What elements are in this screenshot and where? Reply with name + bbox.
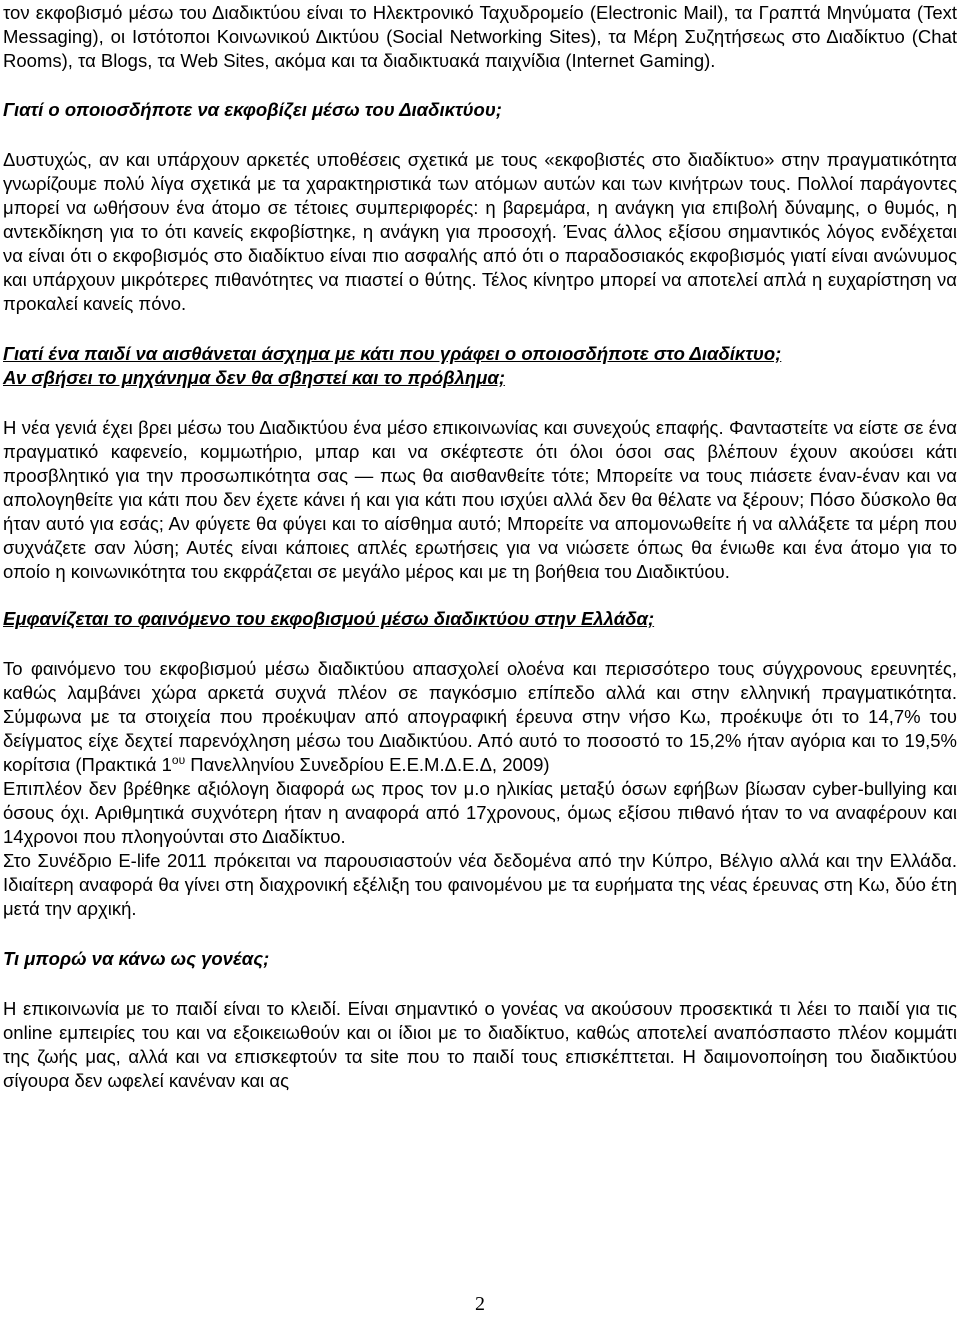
section-heading-child-feels-bad: Γιατί ένα παιδί να αισθάνεται άσχημα με κάτι που γράφει ο οποιοσδήποτε στο Διαδίκτυο;: [3, 343, 782, 364]
section-heading-parent: Τι μπορώ να κάνω ως γονέας;: [3, 948, 270, 969]
document-page: [3, 0, 957, 1093]
spacer: [3, 390, 957, 416]
section-heading-child-feels-bad-line2: Αν σβήσει το μηχάνημα δεν θα σβηστεί και το πρόβλημα;: [3, 367, 506, 388]
spacer: [3, 584, 957, 607]
section-body-child-feels-bad: Η νέα γενιά έχει βρει μέσω του Διαδικτύου ένα μέσο επικοινωνίας και συνεχούς επαφής. Φανταστείτε να είστε σε ένα πραγματικό καφενείο, κομμωτήριο, μπαρ και να σκέφτεστε ότι όλοι όσοι σας βλέπουν έχουν ακούσει κάτι προσβλητικό για την προσωπικότητα σας — πως θα αισθανθείτε τότε; Μπορείτε να τους πιάσετε έναν-έναν και να απολογηθείτε για κάτι που δεν έχετε κάνει ή και για κάτι που ισχύει αλλά δεν θα θέλατε να ξέρουν; Πόσο δύσκολο θα ήταν αυτό για εσάς; Αν φύγετε θα φύγει και το αίσθημα αυτό; Μπορείτε να απομονωθείτε ή να αλλάξετε τα μέρη που συχνάζετε σαν λύση; Αυτές είναι κάποιες απλές ερωτήσεις για να νιώσετε όπως θα ένιωθε και ένα άτομο για το οποίο η κοινωνικότητα του εκφράζεται σε μεγάλο μέρος και με τη βοήθεια του Διαδικτύου.: [3, 417, 957, 582]
spacer: [3, 631, 957, 657]
spacer: [3, 73, 957, 98]
spacer: [3, 316, 957, 342]
intro-paragraph: τον εκφοβισμό μέσω του Διαδικτύου είναι το Ηλεκτρονικό Ταχυδρομείο (Electronic Mail), τα Γραπτά Μηνύματα (Text Messaging), οι Ιστότοποι Κοινωνικού Δικτύου (Social Networking Sites), τα Μέρη Συζητήσεως στο Διαδίκτυο (Chat Rooms), τα Blogs, τα Web Sites, ακόμα και τα διαδικτυακά παιχνίδια (Internet Gaming).: [3, 2, 957, 71]
section-heading-greece: Εμφανίζεται το φαινόμενο του εκφοβισμού μέσω διαδικτύου στην Ελλάδα;: [3, 608, 655, 629]
spacer: [3, 122, 957, 148]
section-heading-why-bully: Γιατί ο οποιοσδήποτε να εκφοβίζει μέσω του Διαδικτύου;: [3, 99, 502, 120]
page-number: 2: [475, 1293, 485, 1315]
spacer: [3, 921, 957, 947]
spacer: [3, 971, 957, 997]
section-body-why-bully: Δυστυχώς, αν και υπάρχουν αρκετές υποθέσεις σχετικά με τους «εκφοβιστές στο διαδίκτυο» στην πραγματικότητα γνωρίζουμε πολύ λίγα σχετικά με τα χαρακτηριστικά των ατόμων αυτών και των κινήτρων τους. Πολλοί παράγοντες μπορεί να ωθήσουν ένα άτομο σε τέτοιες συμπεριφορές: η βαρεμάρα, η ανάγκη για επιβολή δύναμης, ο θυμός, η αντεκδίκηση για το ότι κανείς εκφοβίστηκε, η ανάγκη για προσοχή. Ένας άλλος εξίσου σημαντικός λόγος ενδέχεται να είναι ότι ο εκφοβισμός στο διαδίκτυο είναι πιο ασφαλής από ότι ο παραδοσιακός εκφοβισμός γιατί είναι ανώνυμος και υπάρχουν μικρότερες πιθανότητες να πιαστεί ο θύτης. Τέλος κίνητρο μπορεί να αποτελεί απλά η ευχαρίστηση να προκαλεί κανείς πόνο.: [3, 149, 957, 314]
section-body-greece-text: Το φαινόμενο του εκφοβισμού μέσω διαδικτύου απασχολεί ολοένα και περισσότερο τους σύγχρονους ερευνητές, καθώς λαμβάνει χώρα αρκετά συχνά πλέον σε παγκόσμιο επίπεδο αλλά και στην ελληνική πραγματικότητα. Σύμφωνα με τα στοιχεία που προέκυψαν από απογραφική έρευνα στην νήσο Κω, προέκυψε ότι το 14,7% του δείγματος είχε δεχτεί παρενόχληση μέσω του Διαδικτύου. Από αυτό το ποσοστό το 15,2% ήταν αγόρια και το 19,5% κορίτσια (Πρακτικά 1: [3, 658, 957, 775]
ordinal-superscript: ου: [171, 753, 186, 767]
section-body-greece: [3, 657, 957, 777]
section-body-greece-citation: Πανελληνίου Συνεδρίου Ε.Ε.Μ.Δ.Ε.Δ, 2009): [185, 754, 550, 775]
section-body-parent: Η επικοινωνία με το παιδί είναι το κλειδί. Είναι σημαντικό ο γονέας να ακούσουν προσεκτικά τι λέει το παιδί για τις online εμπειρίες του και να εξοικειωθούν και οι ίδιοι με το διαδίκτυο, καθώς αποτελεί αναπόσπαστο πλέον κομμάτι της ζωής μας, αλλά και να επισκεφτούν τα site που το παιδί τους επισκέπτεται. Η δαιμονοποίηση του διαδικτύου σίγουρα δεν ωφελεί κανέναν και ας: [3, 998, 957, 1091]
section-body-greece-conference: Στο Συνέδριο E-life 2011 πρόκειται να παρουσιαστούν νέα δεδομένα από την Κύπρο, Βέλγιο αλλά και την Ελλάδα. Ιδιαίτερη αναφορά θα γίνει στη διαχρονική εξέλιξη του φαινομένου με τα ευρήματα της νέας έρευνας στη Κω, δύο έτη μετά την αρχική.: [3, 850, 957, 919]
section-body-greece-age: Επιπλέον δεν βρέθηκε αξιόλογη διαφορά ως προς τον μ.ο ηλικίας μεταξύ όσων εφήβων βίωσαν cyber-bullying και όσους όχι. Αριθμητικά συχνότερη ήταν η αναφορά από 17χρονους, όμως εξίσου πιθανό ήταν το να αναφέρουν και 14χρονοι που πλοηγούνται στο Διαδίκτυο.: [3, 778, 957, 847]
